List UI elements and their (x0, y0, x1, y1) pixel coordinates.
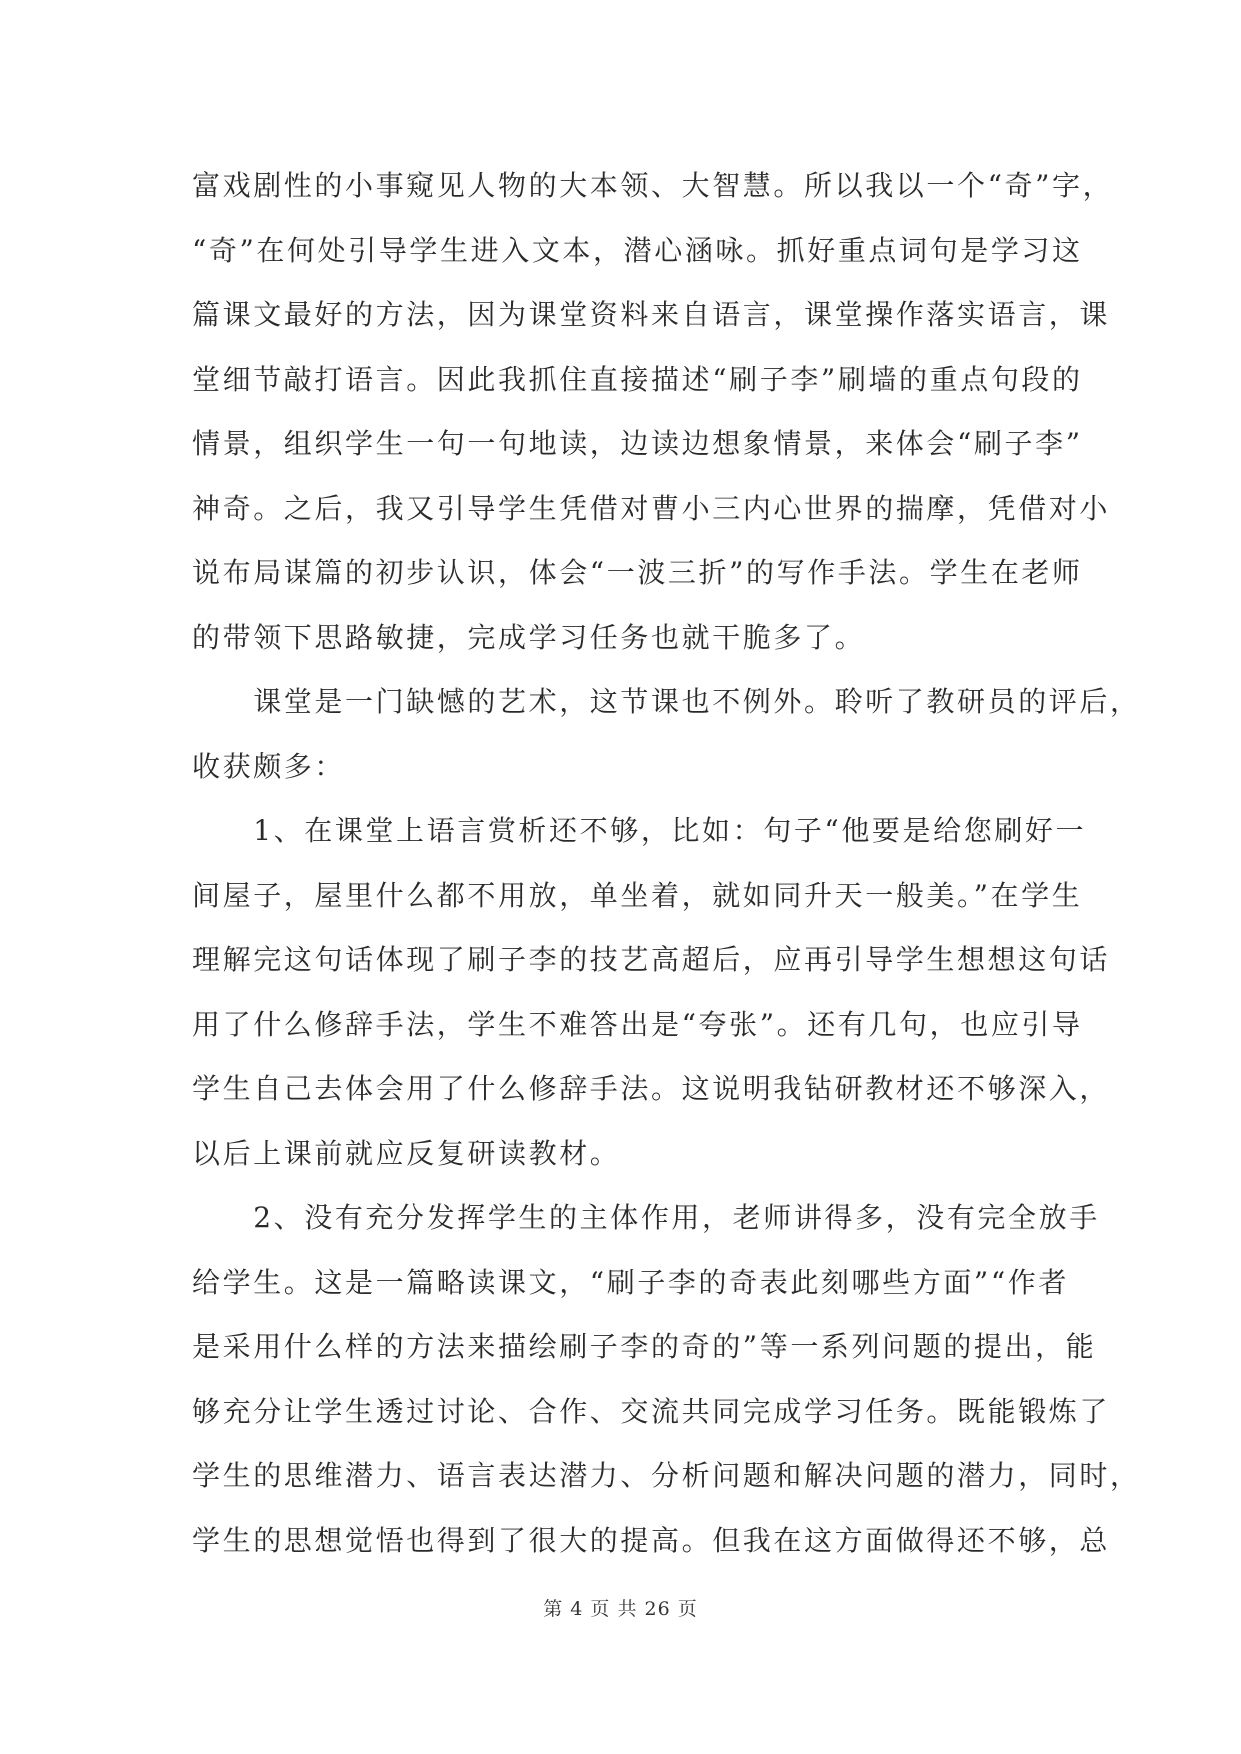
text-line: 课堂是一门缺憾的艺术，这节课也不例外。聆听了教研员的评后， (192, 685, 1141, 718)
page-footer (0, 1594, 1241, 1621)
text-line: 是采用什么样的方法来描绘刷子李的奇的”等一系列问题的提出，能 (192, 1330, 1097, 1363)
text-line: 说布局谋篇的初步认识，体会“一波三折”的写作手法。学生在老师 (192, 556, 1083, 589)
text-line: 收获颇多： (192, 749, 346, 783)
text-line: 学生的思想觉悟也得到了很大的提高。但我在这方面做得还不够，总 (192, 1523, 1111, 1557)
document-body (192, 154, 1141, 1573)
page-number-label: 第 4 页 共 26 页 (543, 1598, 698, 1620)
text-line: 间屋子，屋里什么都不用放，单坐着，就如同升天一般美。”在学生 (192, 878, 1083, 912)
text-line: 神奇。之后，我又引导学生凭借对曹小三内心世界的揣摩，凭借对小 (192, 491, 1111, 525)
text-line: 够充分让学生透过讨论、合作、交流共同完成学习任务。既能锻炼了 (192, 1394, 1111, 1428)
text-line: 用了什么修辞手法，学生不难答出是“夸张”。还有几句，也应引导 (192, 1007, 1083, 1041)
text-line: 1、在课堂上语言赏析还不够，比如：句子“他要是给您刷好一 (192, 814, 1087, 847)
text-line: 2、没有充分发挥学生的主体作用，老师讲得多，没有完全放手 (192, 1201, 1100, 1234)
text-line: 的带领下思路敏捷，完成学习任务也就干脆多了。 (192, 620, 866, 654)
text-line: 学生自己去体会用了什么修辞手法。这说明我钻研教材还不够深入， (192, 1072, 1111, 1105)
text-line: 学生的思维潜力、语言表达潜力、分析问题和解决问题的潜力，同时， (192, 1459, 1141, 1492)
text-line: 堂细节敲打语言。因此我抓住直接描述“刷子李”刷墙的重点句段的 (192, 362, 1083, 396)
text-line: 富戏剧性的小事窥见人物的大本领、大智慧。所以我以一个“奇”字， (192, 169, 1114, 202)
text-line: “奇”在何处引导学生进入文本，潜心涵咏。抓好重点词句是学习这 (192, 233, 1083, 267)
text-line: 理解完这句话体现了刷子李的技艺高超后，应再引导学生想想这句话 (192, 943, 1111, 976)
text-line: 篇课文最好的方法，因为课堂资料来自语言，课堂操作落实语言，课 (192, 298, 1111, 331)
text-line: 情景，组织学生一句一句地读，边读边想象情景，来体会“刷子李” (192, 427, 1083, 460)
text-line: 给学生。这是一篇略读课文，“刷子李的奇表此刻哪些方面”“作者 (192, 1265, 1069, 1299)
text-line: 以后上课前就应反复研读教材。 (192, 1136, 621, 1170)
